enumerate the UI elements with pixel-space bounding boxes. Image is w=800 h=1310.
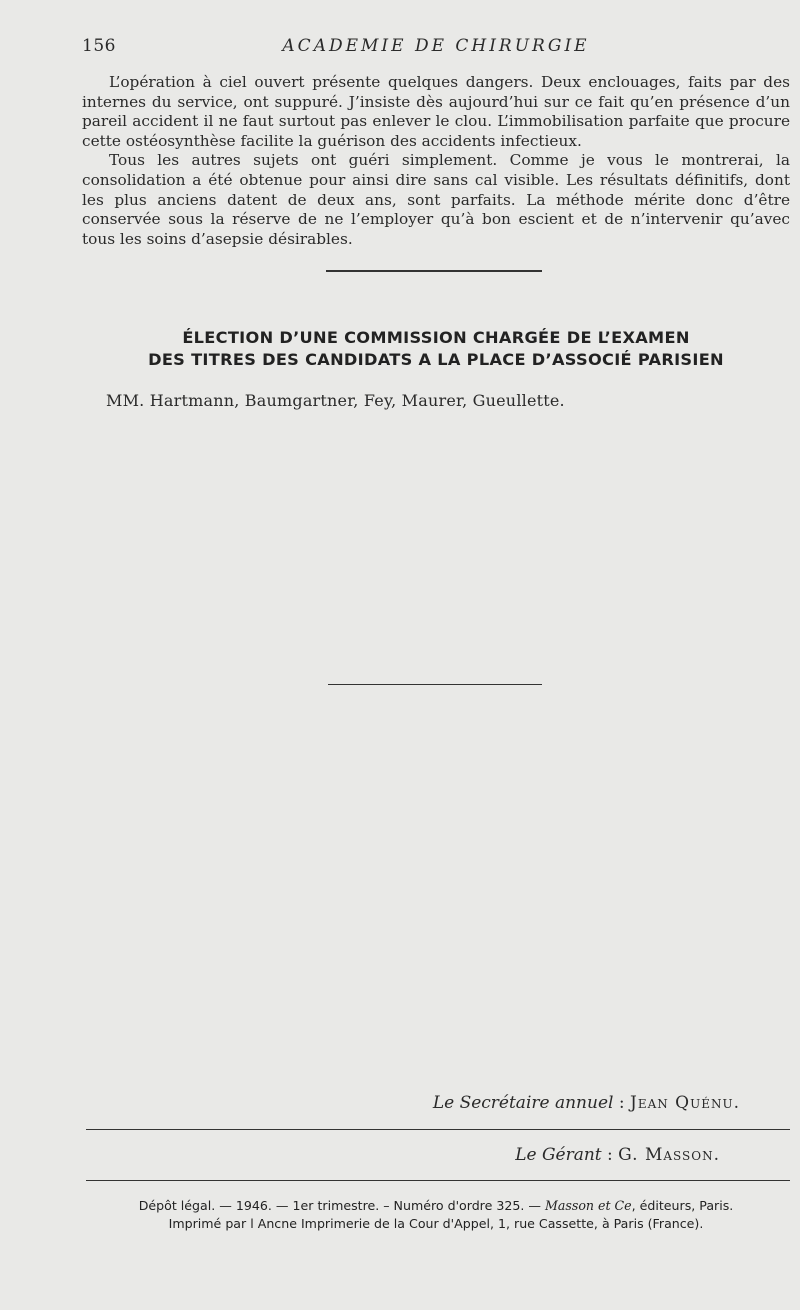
body-text: [82, 73, 790, 249]
commission-members: MM. Hartmann, Baumgartner, Fey, Maurer, Gueullette.: [106, 391, 565, 410]
paragraph: Tous les autres sujets ont guéri simplement. Comme je vous le montrerai, la consolidation a été obtenue pour ainsi dire sans cal visible. Les résultats définitifs, dont les plus anciens datent de deux ans, sont parfaits. La méthode mérite donc d’être conservée sous la réserve de ne l’employer qu’à bon escient et de n’intervenir qu’avec tous les soins d’asepsie désirables.: [82, 151, 790, 248]
imprint-line-2: Imprimé par l Ancne Imprimerie de la Cour d'Appel, 1, rue Cassette, à Paris (France).: [168, 1216, 704, 1231]
running-title: ACADEMIE DE CHIRURGIE: [282, 36, 590, 56]
page-number: 156: [82, 36, 116, 56]
imprint-legal-deposit: Dépôt légal. — 1946. — 1er trimestre. – Numéro d'ordre 325. —: [138, 1198, 545, 1213]
secretary-signature: [433, 1093, 740, 1113]
section-title-line: DES TITRES DES CANDIDATS A LA PLACE D’ASSOCIÉ PARISIEN: [148, 350, 724, 369]
section-title: [82, 327, 790, 371]
manager-separator: :: [601, 1145, 619, 1165]
manager-title: Le Gérant: [515, 1145, 602, 1165]
manager-name: G. Masson.: [618, 1145, 720, 1165]
imprint-line-1: [82, 1197, 790, 1215]
page-header: [82, 36, 790, 60]
closing-divider: [328, 684, 542, 685]
imprint-publisher-suffix: , éditeurs, Paris.: [631, 1198, 734, 1213]
imprint-publisher: Masson et Ce: [544, 1198, 632, 1213]
imprint-divider: [86, 1180, 790, 1181]
signature-divider: [86, 1129, 790, 1130]
section-title-line: ÉLECTION D’UNE COMMISSION CHARGÉE DE L’EXAMEN: [182, 328, 690, 347]
secretary-separator: :: [613, 1093, 631, 1113]
manager-signature: [515, 1145, 720, 1165]
paragraph: L’opération à ciel ouvert présente quelques dangers. Deux enclouages, faits par des internes du service, ont suppuré. J’insiste dès aujourd’hui sur ce fait qu’en présence d’un pareil accident il ne faut surtout pas enlever le clou. L’immobilisation parfaite que procure cette ostéosynthèse facilite la guérison des accidents infectieux.: [82, 73, 790, 150]
secretary-name: Jean Quénu.: [630, 1093, 740, 1113]
section-divider: [326, 270, 542, 272]
legal-imprint: [82, 1197, 790, 1233]
secretary-title: Le Secrétaire annuel: [432, 1093, 614, 1113]
